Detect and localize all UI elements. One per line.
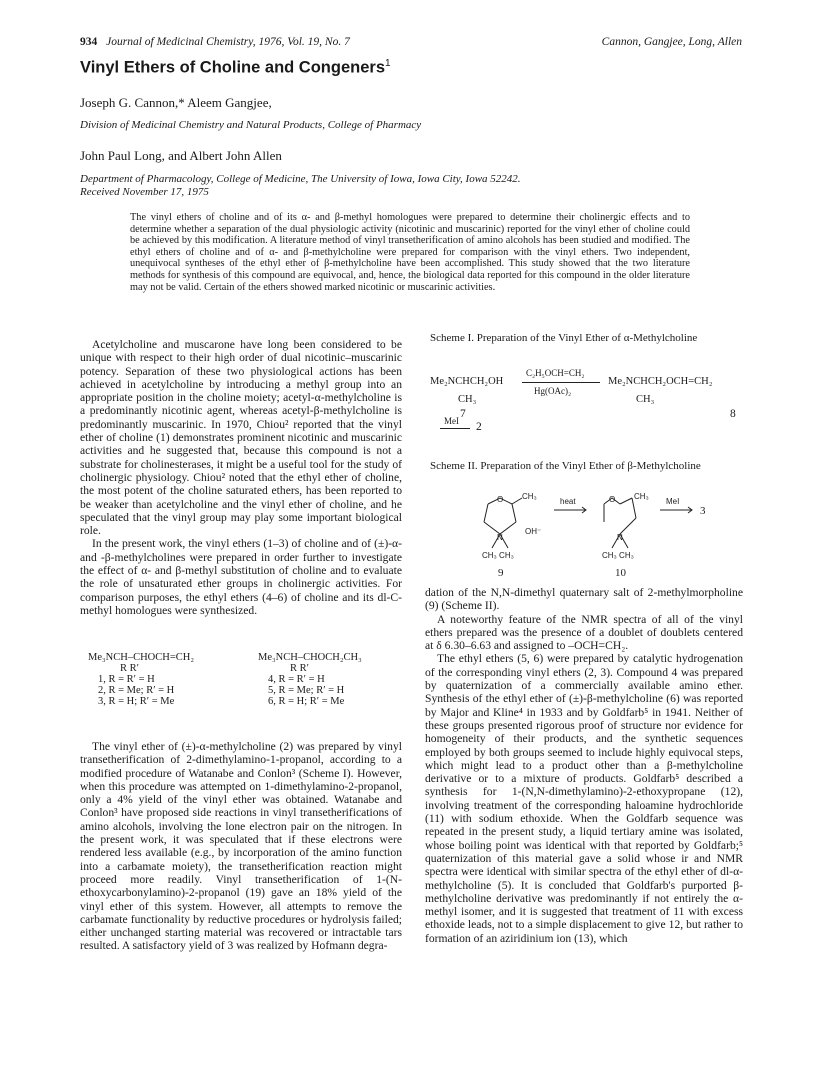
scheme-2-structures (470, 490, 730, 580)
page-number: 934 (80, 36, 98, 48)
paragraph-synthesis: The vinyl ether of (±)-α-methylcholine (2) was prepared by vinyl transetherification of 2-dimethylamino-1-propanol, according to a modified procedure of Watanabe and Conlon³ (Scheme I). However, when this procedure was attempted on 1-dimethylamino-2-propanol, only a 4% yield of the vinyl ether was obtained. Watanabe and Conlon³ have proposed side reactions in vinyl transetherifications of amino alcohols, involving the lone electron pair on the nitrogen. In the present work, it was speculated that if these electrons were rendered less available (e.g., by incorporation of the amino function into a carbamate moiety), the transetherification reaction might proceed more readily. Vinyl transetherification of 1-(N-ethoxycarbonylamino)-2-propanol (19) gave an 18% yield of the vinyl ether of this system. However, all attempts to remove the carbamate functionality by reductive procedures or hydrolysis failed; either unchanged starting material was recovered or intractable tars resulted. A satisfactory yield of 3 was realized by Hofmann degra- (80, 740, 402, 953)
heat-label: heat (560, 497, 576, 506)
ring-left-side-r (512, 504, 516, 522)
step2-product: 2 (476, 421, 482, 433)
ethyl-formula-sub: R R′ (290, 663, 309, 674)
scheme-1-reagent-bottom: Hg(OAc)₂ (534, 386, 572, 396)
compound-8-label: 8 (730, 408, 736, 420)
running-header (80, 36, 742, 48)
scheme-1-product-sub: CH₃ (636, 394, 655, 405)
oh-label: OH⁻ (525, 527, 542, 536)
reaction-arrow (522, 382, 600, 383)
o-label-left: O (497, 495, 504, 504)
author-line-2: John Paul Long, and Albert John Allen (80, 148, 282, 163)
scheme-1-title: Scheme I. Preparation of the Vinyl Ether of α-Methylcholine (430, 332, 698, 344)
header-authors: Cannon, Gangjee, Long, Allen (601, 36, 742, 48)
scheme-1 (430, 332, 740, 344)
scheme-1-product: Me₂NCHCH₂OCH=CH₂ (608, 376, 713, 387)
received-date: Received November 17, 1975 (80, 186, 209, 198)
paragraph-ethyl-ethers: The ethyl ethers (5, 6) were prepared by catalytic hydrogenation of the corresponding vinyl ethers (2, 3). Compound 4 was prepared by quaternization of a commercially available amino ether. Synthesis of the ethyl ether of (±)-β-methylcholine (6) was reported by Major and Kline⁴ in 1933 and by Goldfarb⁵ in 1941. Neither of these groups presented rigorous proof of structure nor evidence for homogeneity of their products, and the synthetic sequences employed by both groups seemed to include highly equivocal steps, which might lead to a product other than a β-methylcholine derivative or to a mixture of products. Goldfarb⁵ described a synthesis for 1-(N,N-dimethylamino)-2-ethoxypropane (12), involving treatment of the corresponding haloamine hydrochloride (11) with sodium ethoxide. When the Goldfarb sequence was repeated in the present study, a liquid tertiary amine was isolated, whose boiling point was identical with that reported by Goldfarb;⁵ quaternization of this material gave a solid whose ir and NMR spectra were identical with similar spectra of the ethyl ether of dl-α-methylcholine (5). It is concluded that Goldfarb's purported β-methylcholine derivative was predominantly if not entirely the α-methyl isomer, and it is suggested that treatment of 11 with excess ethoxide leads, not to a simple displacement to give 12, but rather to formation of an aziridinium ion (13), which (425, 652, 743, 945)
scheme-2-title: Scheme II. Preparation of the Vinyl Ether of β-Methylcholine (430, 460, 701, 472)
vinyl-compound-2: 2, R = Me; R′ = H (98, 685, 175, 696)
left-column-top (80, 338, 402, 617)
vinyl-compound-3: 3, R = H; R′ = Me (98, 696, 175, 707)
ethyl-compound-6: 6, R = H; R′ = Me (268, 696, 345, 707)
left-column-bottom (80, 740, 402, 953)
title-text: Vinyl Ethers of Choline and Congeners (80, 58, 385, 77)
ethyl-formula-head: Me₃NCH–CHOCH₂CH₃ (258, 652, 362, 663)
step2-arrow (440, 428, 470, 429)
title-footnote-ref: 1 (385, 58, 391, 69)
scheme-2-reaction (470, 490, 730, 580)
scheme-2 (430, 460, 740, 472)
right-column (425, 586, 743, 945)
paragraph-nmr: A noteworthy feature of the NMR spectra of all of the vinyl ethers prepared was the presence of a doublet of doublets centered at δ 6.30–6.63 and assigned to –OCH=CH₂. (425, 612, 743, 653)
n-label-left: N (497, 533, 503, 542)
author-line-1: Joseph G. Cannon,* Aleem Gangjee, (80, 95, 272, 110)
o-label-right: O (609, 495, 616, 504)
n-label-right: N (617, 533, 623, 542)
ch3-bond-left (512, 498, 522, 504)
ch3-label-right: CH₃ (634, 492, 649, 501)
ring-left-side-l (484, 504, 488, 522)
article-title (80, 58, 391, 78)
affiliation-2: Department of Pharmacology, College of Medicine, The University of Iowa, Iowa City, Iowa 52242. (80, 173, 521, 185)
scheme-1-reactant: Me₂NCHCH₂OH (430, 376, 504, 387)
chain-right (632, 498, 636, 518)
ch3-label-left: CH₃ (522, 492, 537, 501)
paragraph-dation: dation of the N,N-dimethyl quaternary salt of 2-methylmorpholine (9) (Scheme II). (425, 586, 743, 613)
journal-citation: Journal of Medicinal Chemistry, 1976, Vol. 19, No. 7 (106, 36, 350, 48)
scheme-1-reagent-top: C₂H₅OCH=CH₂ (526, 368, 585, 378)
scheme-1-step2 (440, 416, 520, 442)
paragraph-intro: Acetylcholine and muscarone have long been considered to be unique with respect to their high order of dual nicotinic–muscarinic potency. Separation of these two physiological actions has been achieved in acetylcholine by introducing a methyl group into an appropriate position in the choline moiety; acetyl-α-methylcholine is a predominantly nicotinic agent, whereas acetyl-β-methylcholine is predominantly muscarinic. In 1970, Chiou² reported that the vinyl ether of choline (1) demonstrates prominent nicotinic and muscarinic activities and he suggested that, because this compound is not a substrate for cholinesterases, it might be a useful tool for the study of cholinergic physiology. Chiou² noted that the ethyl ether of choline, the most potent of the choline saturated ethers, has been reported to be weaker than acetylcholine and the vinyl ether of choline, and he speculated that the vinyl group may play some important biological role. (80, 338, 402, 538)
chain-top-right (620, 498, 632, 504)
affiliation-1: Division of Medicinal Chemistry and Natural Products, College of Pharmacy (80, 119, 422, 131)
abstract: The vinyl ethers of choline and of its α- and β-methyl homologues were prepared to determine their cholinergic effects and to determine whether a separation of the dual physiologic activity (nicotinic and muscarinic) reported for the vinyl ether of choline could be achieved by this modification. A literature method of vinyl transetherification of amino alcohols has been studied and modified. The ethyl ethers of choline and of α- and β-methylcholine were prepared for comparison with the vinyl ethers. Two independent, unequivocal syntheses of the ethyl ether of β-methylcholine have been accomplished. This study showed that the two literature methods for synthesis of this compound are equivocal, and, hence, the biological data reported for this compound in the older literature may not be valid. Certain of the ethers showed marked nicotinic or muscarinic activities. (130, 212, 690, 293)
vinyl-formula-sub: R R′ (120, 663, 139, 674)
vinyl-formula-head: Me₃NCH–CHOCH=CH₂ (88, 652, 194, 663)
ethyl-compound-4: 4, R = R′ = H (268, 674, 325, 685)
compound-9-label: 9 (498, 567, 504, 579)
chain-bottom (620, 518, 636, 534)
ethyl-ether-formula (258, 652, 362, 707)
vinyl-compound-1: 1, R = R′ = H (98, 674, 155, 685)
nme2-label-left: CH₃ CH₃ (482, 551, 514, 560)
compound-7-label: 7 (460, 408, 466, 420)
mei-label: MeI (666, 497, 680, 506)
ethyl-compound-5: 5, R = Me; R′ = H (268, 685, 345, 696)
compound-10-label: 10 (615, 567, 626, 579)
paragraph-present-work: In the present work, the vinyl ethers (1–3) of choline and of (±)-α- and -β-methylcholines were prepared in order further to investigate the effect of α- and β-methyl substitution of choline and to evaluate the role of unsaturated ether groups in cholinergic activities. For comparison purposes, the ethyl ethers (4–6) of choline and its dl-C-methyl homologues were synthesized. (80, 537, 402, 617)
scheme-2-product: 3 (700, 505, 706, 517)
vinyl-ether-formula (88, 652, 194, 707)
step2-reagent: MeI (444, 416, 459, 426)
nme2-label-right: CH₃ CH₃ (602, 551, 634, 560)
formula-block (88, 652, 388, 732)
scheme-1-reactant-sub: CH₃ (458, 394, 477, 405)
